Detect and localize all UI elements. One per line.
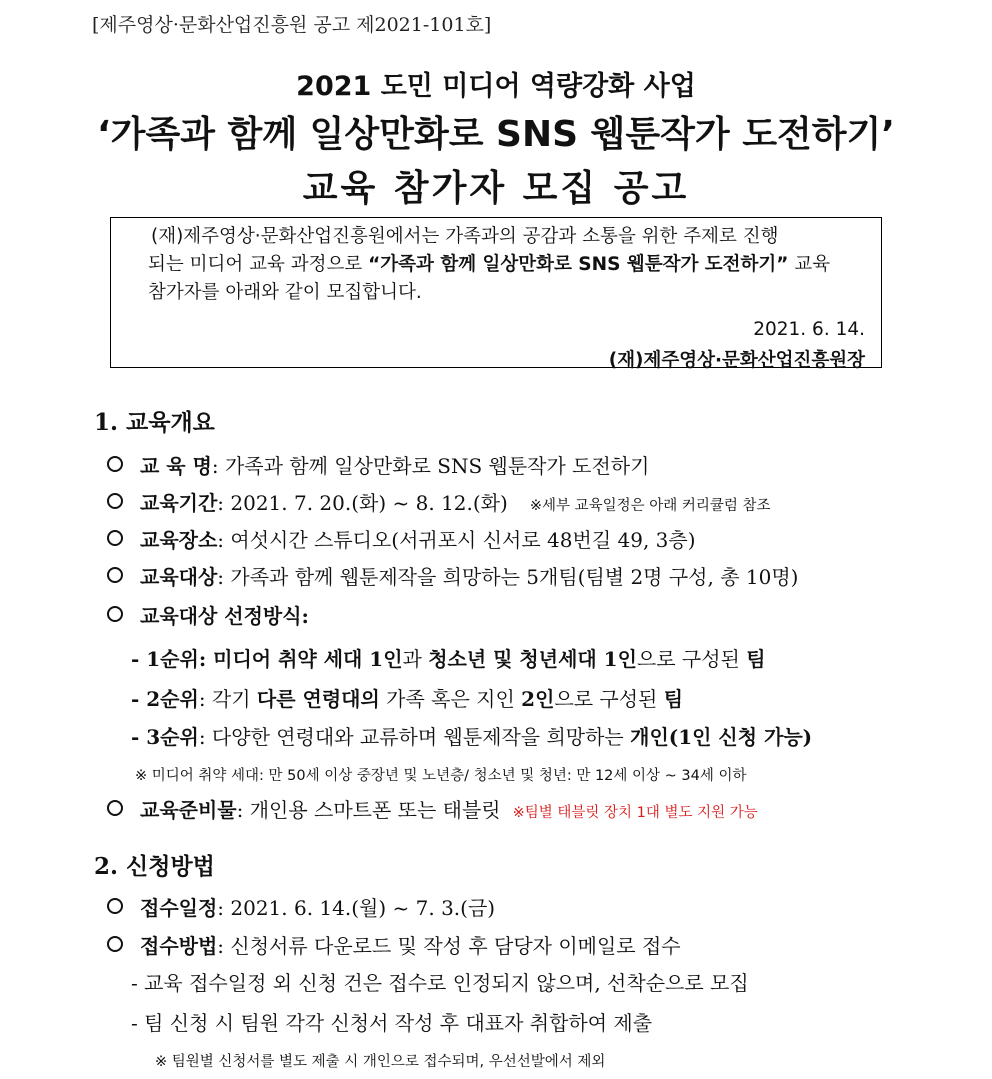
course-target-value: : 가족과 함께 웹툰제작을 희망하는 5개팀(팀별 2명 구성, 총 10명) bbox=[217, 565, 799, 589]
circle-bullet-icon bbox=[107, 606, 123, 622]
course-name-value: : 가족과 함께 일상만화로 SNS 웹툰작가 도전하기 bbox=[211, 454, 650, 478]
application-method-value: : 신청서류 다운로드 및 작성 후 담당자 이메일로 접수 bbox=[217, 934, 681, 958]
priority-2-team: 팀 bbox=[663, 687, 684, 711]
course-place-label: 교육장소 bbox=[140, 528, 218, 552]
tablet-support-note: ※팀별 태블릿 장치 1대 별도 지원 가능 bbox=[512, 805, 758, 821]
section-2-heading: 2. 신청방법 bbox=[94, 853, 215, 880]
intro-line-3: 참가자를 아래와 같이 모집합니다. bbox=[148, 282, 422, 303]
priority-1-team: 팀 bbox=[746, 647, 766, 671]
selection-method-label: 교육대상 선정방식: bbox=[140, 604, 309, 628]
circle-bullet-icon bbox=[107, 530, 123, 546]
intro-box bbox=[110, 217, 882, 371]
course-place-item bbox=[107, 524, 696, 553]
supplies-value: : 개인용 스마트폰 또는 태블릿 bbox=[236, 798, 501, 822]
course-target-item bbox=[107, 561, 798, 590]
application-rule-1: - 교육 접수일정 외 신청 건은 접수로 인정되지 않으며, 선착순으로 모집 bbox=[131, 971, 749, 995]
priority-1-label: - 1순위: 미디어 취약 세대 1인 bbox=[131, 647, 403, 671]
priority-2-count: 2인 bbox=[521, 687, 555, 711]
application-method-label: 접수방법 bbox=[140, 934, 218, 958]
priority-3-individual: 개인(1인 신청 가능) bbox=[630, 725, 813, 749]
priority-2-text: : 각기 bbox=[198, 687, 257, 711]
curriculum-note: ※세부 교육일정은 아래 커리큘럼 참조 bbox=[529, 498, 771, 514]
priority-2-item bbox=[131, 683, 683, 712]
course-target-label: 교육대상 bbox=[140, 565, 218, 589]
age-definition-note: ※ 미디어 취약 세대: 만 50세 이상 중장년 및 노년층/ 청소년 및 청년: 만 12세 이상 ~ 34세 이하 bbox=[135, 768, 747, 784]
priority-2-text-3: 으로 구성된 bbox=[554, 687, 664, 711]
application-period-label: 접수일정 bbox=[140, 896, 218, 920]
intro-line-2 bbox=[148, 250, 830, 276]
circle-bullet-icon bbox=[107, 493, 123, 509]
circle-bullet-icon bbox=[107, 456, 123, 472]
supplies-item bbox=[107, 794, 758, 823]
course-place-value: : 여섯시간 스튜디오(서귀포시 신서로 48번길 49, 3층) bbox=[217, 528, 696, 552]
circle-bullet-icon bbox=[107, 800, 123, 816]
section-1-heading: 1. 교육개요 bbox=[94, 409, 215, 436]
notice-date: 2021. 6. 14. bbox=[753, 319, 865, 340]
priority-2-ages: 다른 연령대의 bbox=[256, 687, 380, 711]
title-line-3: 교육 참가자 모집 공고 bbox=[302, 168, 690, 209]
issuing-organization: (재)제주영상·문화산업진흥원장 bbox=[608, 350, 865, 371]
course-period-value: : 2021. 7. 20.(화) ~ 8. 12.(화) bbox=[217, 491, 508, 515]
application-period-item bbox=[107, 892, 495, 921]
priority-2-text-2: 가족 혹은 지인 bbox=[379, 687, 522, 711]
application-rule-2: - 팀 신청 시 팀원 각각 신청서 작성 후 대표자 취합하여 제출 bbox=[131, 1011, 653, 1035]
priority-1-youth: 청소년 및 청년세대 1인 bbox=[428, 647, 637, 671]
priority-3-label: - 3순위 bbox=[131, 725, 199, 749]
intro-line-1: (재)제주영상·문화산업진흥원에서는 가족과의 공감과 소통을 위한 주제로 진행 bbox=[151, 226, 779, 247]
course-period-item bbox=[107, 487, 771, 516]
intro-line-2-pre: 되는 미디어 교육 과정으로 bbox=[148, 254, 369, 275]
program-title-quote: “가족과 함께 일상만화로 SNS 웹툰작가 도전하기” bbox=[368, 254, 789, 275]
priority-1-text: 과 bbox=[402, 647, 429, 671]
course-name-item bbox=[107, 450, 649, 479]
intro-line-2-post: 교육 bbox=[788, 254, 831, 275]
application-method-item bbox=[107, 930, 681, 959]
course-name-label: 교 육 명 bbox=[140, 454, 212, 478]
priority-3-item bbox=[131, 721, 812, 750]
priority-3-text: : 다양한 연령대와 교류하며 웹툰제작을 희망하는 bbox=[198, 725, 631, 749]
circle-bullet-icon bbox=[107, 898, 123, 914]
priority-1-text-2: 으로 구성된 bbox=[636, 647, 747, 671]
selection-method-item bbox=[107, 600, 309, 629]
priority-2-label: - 2순위 bbox=[131, 687, 199, 711]
title-line-1: 2021 도민 미디어 역량강화 사업 bbox=[296, 71, 696, 102]
title-line-2: ‘가족과 함께 일상만화로 SNS 웹툰작가 도전하기’ bbox=[97, 114, 895, 155]
application-period-value: : 2021. 6. 14.(월) ~ 7. 3.(금) bbox=[217, 896, 496, 920]
notice-number: [제주영상·문화산업진흥원 공고 제2021-101호] bbox=[92, 14, 492, 36]
course-period-label: 교육기간 bbox=[140, 491, 218, 515]
team-application-note: ※ 팀원별 신청서를 별도 제출 시 개인으로 접수되며, 우선선발에서 제외 bbox=[155, 1054, 606, 1070]
circle-bullet-icon bbox=[107, 936, 123, 952]
priority-1-item bbox=[131, 643, 766, 672]
supplies-label: 교육준비물 bbox=[140, 798, 237, 822]
circle-bullet-icon bbox=[107, 567, 123, 583]
